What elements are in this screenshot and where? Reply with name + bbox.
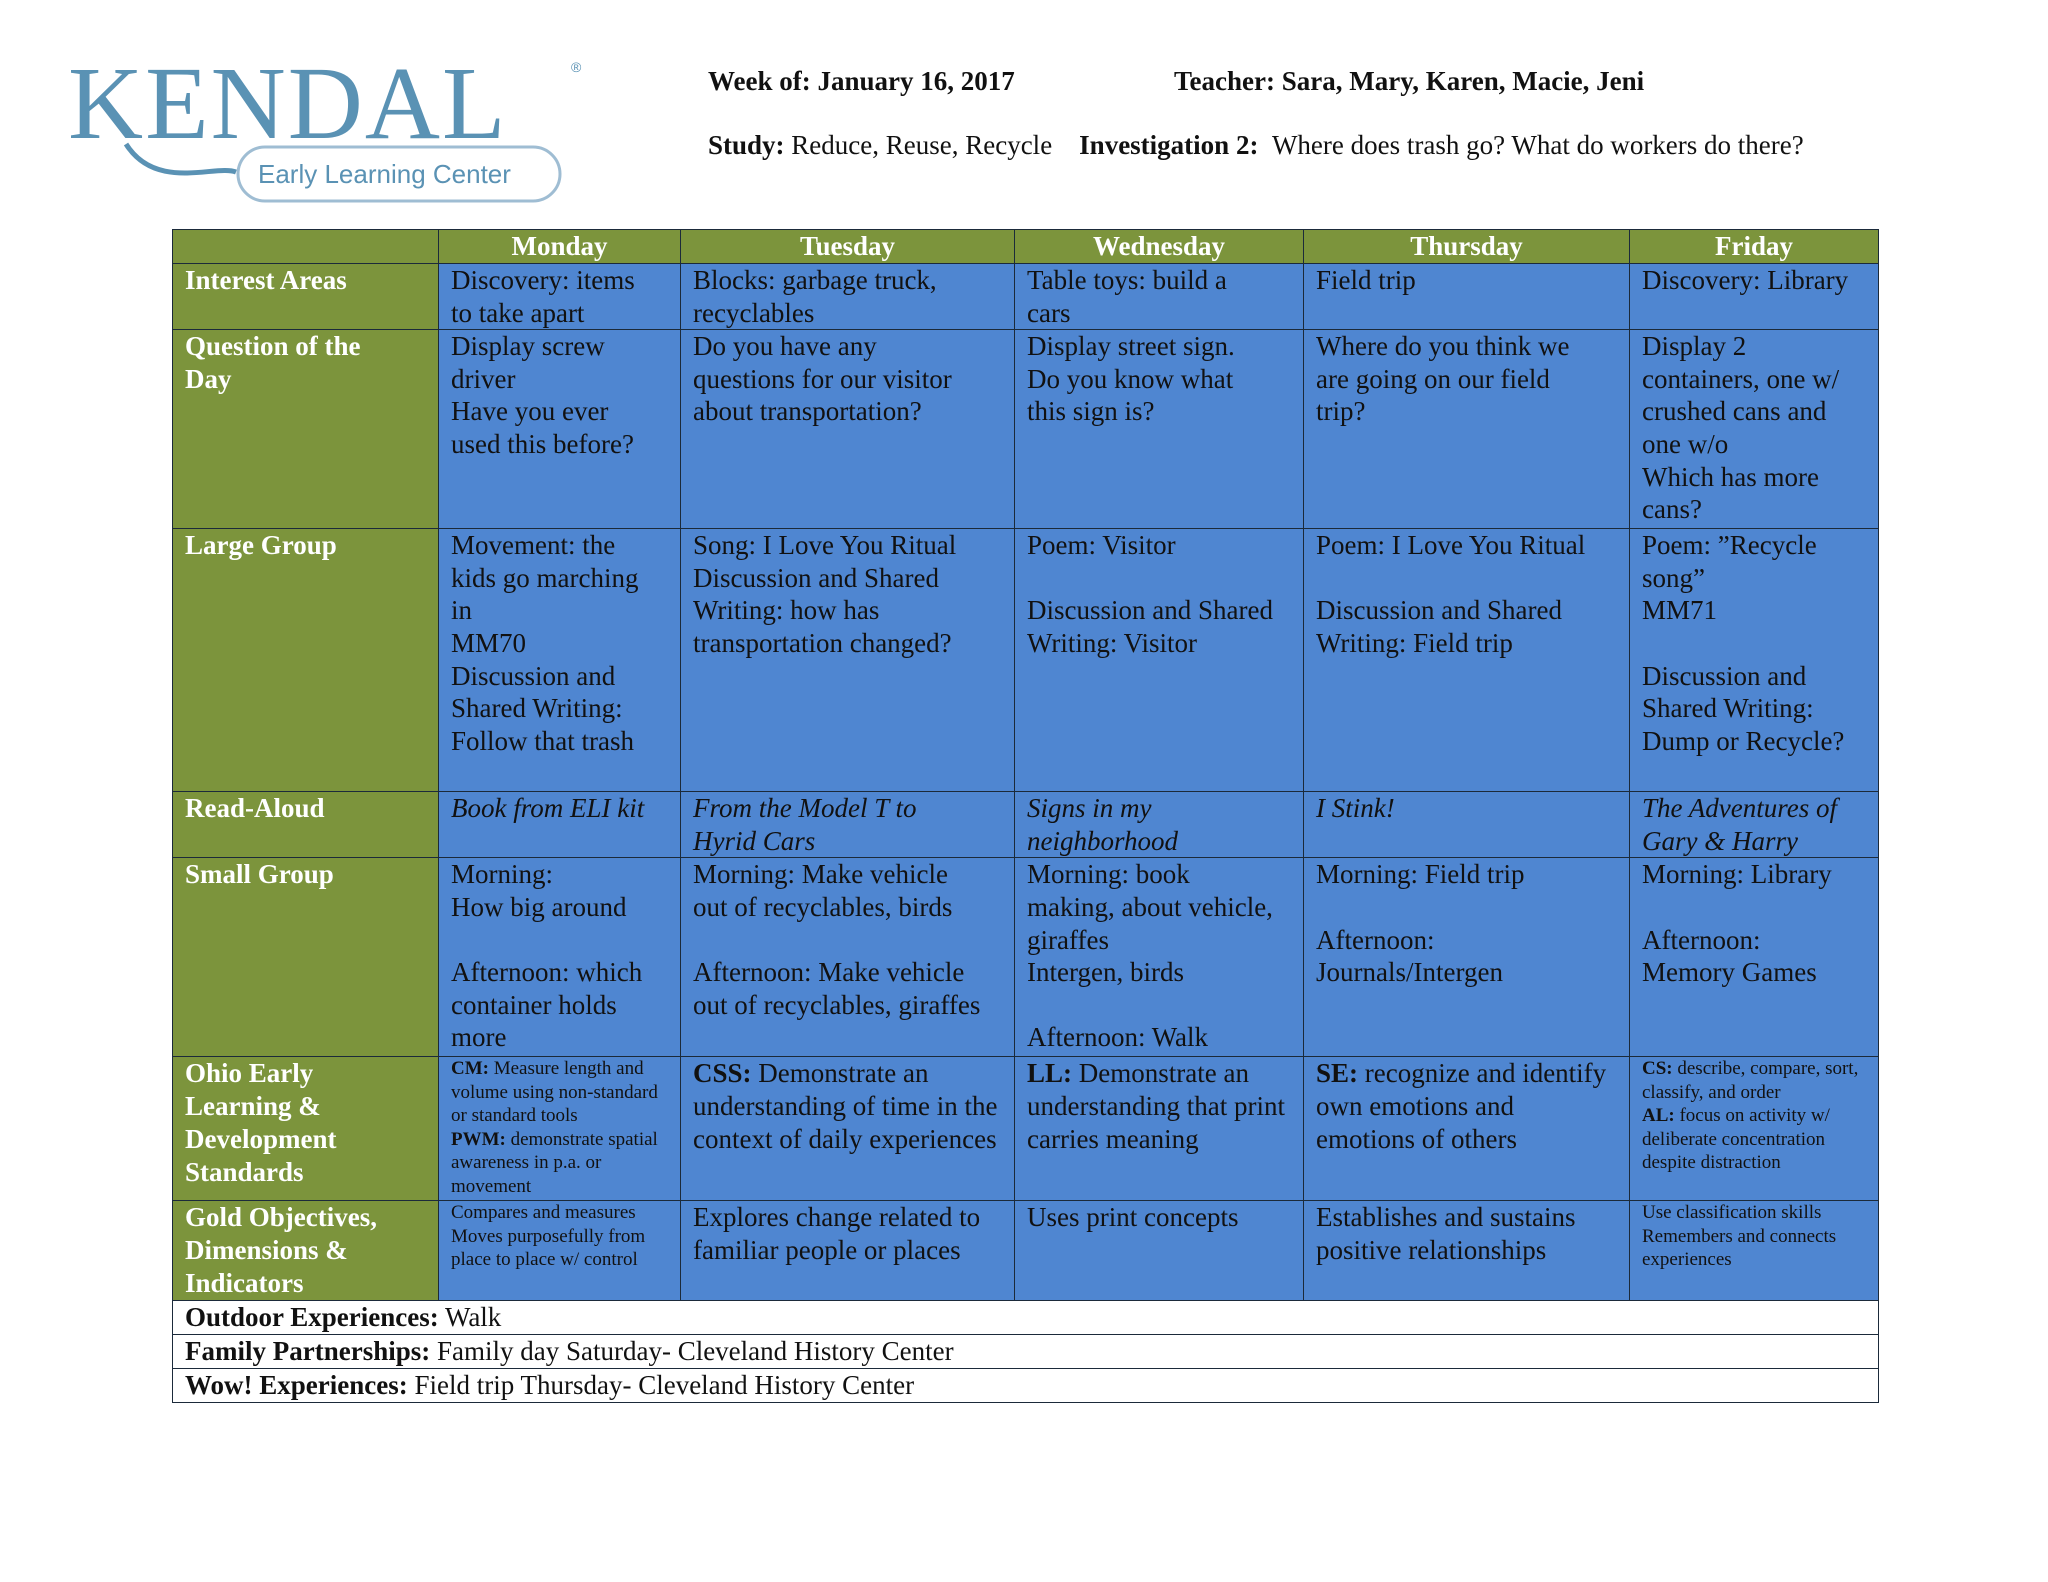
plan-cell: Poem: I Love You Ritual Discussion and Shared Writing: Field trip bbox=[1304, 529, 1630, 792]
plan-cell: Morning: How big around Afternoon: which container holds more bbox=[439, 858, 681, 1057]
investigation-label: Investigation 2: bbox=[1079, 130, 1259, 160]
week-value: January 16, 2017 bbox=[817, 66, 1015, 96]
plan-cell: The Adventures of Gary & Harry bbox=[1630, 792, 1879, 858]
plan-cell: Movement: the kids go marching in MM70 Discussion and Shared Writing: Follow that trash bbox=[439, 529, 681, 792]
row-read-aloud bbox=[173, 792, 1879, 858]
standards-cell bbox=[1630, 1057, 1879, 1201]
footer-row-wow bbox=[173, 1369, 1879, 1403]
day-header: Thursday bbox=[1304, 230, 1630, 264]
row-label: Large Group bbox=[173, 529, 439, 792]
week-of bbox=[708, 66, 1015, 97]
row-label: Small Group bbox=[173, 858, 439, 1057]
logo-brand: KENDAL bbox=[68, 52, 508, 161]
row-gold-objectives bbox=[173, 1201, 1879, 1301]
standards-text: CSS: Demonstrate an understanding of time in the context of daily experiences bbox=[693, 1058, 998, 1154]
plan-cell: Display screw driver Have you ever used this before? bbox=[439, 330, 681, 529]
logo-subtitle: Early Learning Center bbox=[258, 159, 511, 189]
standards-text: LL: Demonstrate an understanding that print carries meaning bbox=[1027, 1058, 1285, 1154]
standards-text: CM: Measure length and volume using non-standard or standard tools PWM: demonstrate spatial awareness in p.a. or movement bbox=[451, 1058, 658, 1197]
plan-cell: Poem: ”Recycle song” MM71 Discussion and Shared Writing: Dump or Recycle? bbox=[1630, 529, 1879, 792]
plan-cell: Song: I Love You Ritual Discussion and Shared Writing: how has transportation changed? bbox=[681, 529, 1015, 792]
wow-experiences: Wow! Experiences: Field trip Thursday- Cleveland History Center bbox=[173, 1369, 1879, 1403]
plan-cell: Discovery: items to take apart bbox=[439, 264, 681, 330]
row-question-of-the-day bbox=[173, 330, 1879, 529]
footer-row-family bbox=[173, 1335, 1879, 1369]
day-header: Monday bbox=[439, 230, 681, 264]
plan-cell: I Stink! bbox=[1304, 792, 1630, 858]
plan-cell: Book from ELI kit bbox=[439, 792, 681, 858]
logo-registered-mark: ® bbox=[571, 59, 582, 75]
plan-cell: Discovery: Library bbox=[1630, 264, 1879, 330]
plan-cell: Morning: book making, about vehicle, giraffes Intergen, birds Afternoon: Walk bbox=[1015, 858, 1304, 1057]
teacher bbox=[1174, 66, 1644, 97]
teacher-value: Sara, Mary, Karen, Macie, Jeni bbox=[1281, 66, 1645, 96]
day-header: Friday bbox=[1630, 230, 1879, 264]
plan-cell: From the Model T to Hyrid Cars bbox=[681, 792, 1015, 858]
plan-cell: Morning: Make vehicle out of recyclables, birds Afternoon: Make vehicle out of recyclables, giraffes bbox=[681, 858, 1015, 1057]
standards-cell bbox=[1304, 1057, 1630, 1201]
day-header: Tuesday bbox=[681, 230, 1015, 264]
plan-cell: Signs in my neighborhood bbox=[1015, 792, 1304, 858]
study-value: Reduce, Reuse, Recycle bbox=[791, 130, 1053, 160]
study-label: Study: bbox=[708, 130, 785, 160]
plan-cell: Where do you think we are going on our field trip? bbox=[1304, 330, 1630, 529]
day-header-row bbox=[173, 230, 1879, 264]
row-label: Read-Aloud bbox=[173, 792, 439, 858]
standards-text: SE: recognize and identify own emotions and emotions of others bbox=[1316, 1058, 1607, 1154]
kendal-logo bbox=[66, 52, 606, 210]
gold-cell: Explores change related to familiar people or places bbox=[681, 1201, 1015, 1301]
plan-cell: Blocks: garbage truck, recyclables bbox=[681, 264, 1015, 330]
lesson-plan-table bbox=[172, 229, 1879, 1403]
plan-cell: Table toys: build a cars bbox=[1015, 264, 1304, 330]
plan-cell: Field trip bbox=[1304, 264, 1630, 330]
plan-cell: Morning: Field trip Afternoon: Journals/Intergen bbox=[1304, 858, 1630, 1057]
row-large-group bbox=[173, 529, 1879, 792]
gold-cell: Compares and measures Moves purposefully from place to place w/ control bbox=[439, 1201, 681, 1301]
study-line bbox=[708, 130, 1804, 161]
week-label: Week of: bbox=[708, 66, 811, 96]
footer-row-outdoor bbox=[173, 1301, 1879, 1335]
row-label: Ohio Early Learning & Development Standards bbox=[173, 1057, 439, 1201]
corner-cell bbox=[173, 230, 439, 264]
plan-cell: Display 2 containers, one w/ crushed cans and one w/o Which has more cans? bbox=[1630, 330, 1879, 529]
row-ohio-standards bbox=[173, 1057, 1879, 1201]
investigation-value: Where does trash go? What do workers do there? bbox=[1271, 130, 1804, 160]
gold-cell: Establishes and sustains positive relationships bbox=[1304, 1201, 1630, 1301]
family-partnerships: Family Partnerships: Family day Saturday- Cleveland History Center bbox=[173, 1335, 1879, 1369]
outdoor-experiences: Outdoor Experiences: Walk bbox=[173, 1301, 1879, 1335]
standards-cell bbox=[439, 1057, 681, 1201]
plan-cell: Morning: Library Afternoon: Memory Games bbox=[1630, 858, 1879, 1057]
standards-cell bbox=[681, 1057, 1015, 1201]
plan-cell: Display street sign. Do you know what this sign is? bbox=[1015, 330, 1304, 529]
gold-cell: Use classification skills Remembers and connects experiences bbox=[1630, 1201, 1879, 1301]
day-header: Wednesday bbox=[1015, 230, 1304, 264]
row-label: Question of the Day bbox=[173, 330, 439, 529]
row-label: Interest Areas bbox=[173, 264, 439, 330]
teacher-label: Teacher: bbox=[1174, 66, 1275, 96]
plan-cell: Do you have any questions for our visitor about transportation? bbox=[681, 330, 1015, 529]
row-small-group bbox=[173, 858, 1879, 1057]
row-label: Gold Objectives, Dimensions & Indicators bbox=[173, 1201, 439, 1301]
row-interest-areas bbox=[173, 264, 1879, 330]
plan-cell: Poem: Visitor Discussion and Shared Writing: Visitor bbox=[1015, 529, 1304, 792]
standards-cell bbox=[1015, 1057, 1304, 1201]
standards-text: CS: describe, compare, sort, classify, and order AL: focus on activity w/ deliberate concentration despite distraction bbox=[1642, 1058, 1859, 1174]
gold-cell: Uses print concepts bbox=[1015, 1201, 1304, 1301]
